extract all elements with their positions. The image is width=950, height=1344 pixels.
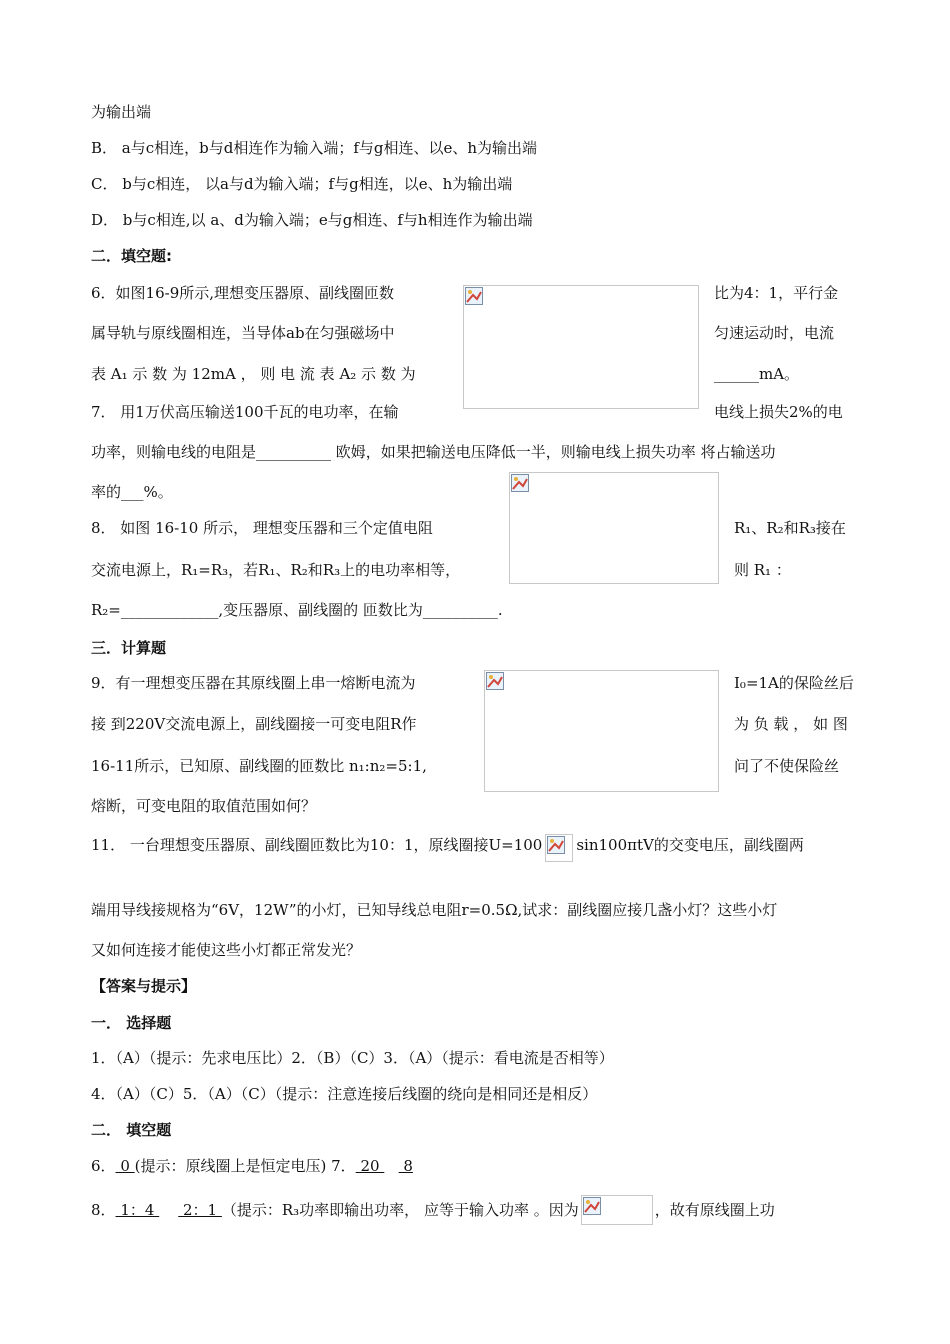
section-heading-fill: 二．填空题:: [91, 247, 172, 265]
answer-8-tail: ，故有原线圈上功: [654, 1201, 775, 1219]
answers-section-fill: 二． 填空题: [91, 1121, 172, 1139]
q11-line1: [91, 834, 804, 862]
sqrt2-formula-placeholder: [545, 834, 573, 862]
q6-line1: 6．如图16-9所示,理想变压器原、副线圈匝数: [91, 284, 395, 302]
text-line: 为输出端: [91, 103, 152, 121]
q9-line4: 熔断，可变电阻的取值范围如何？: [91, 797, 317, 815]
q9-line3-right: 问了不使保险丝: [734, 757, 840, 775]
answer-8-value1: 1：4: [115, 1201, 160, 1219]
answer-6-prefix: 6．: [91, 1157, 116, 1175]
answers-heading: 【答案与提示】: [91, 977, 197, 995]
broken-image-icon: [465, 287, 483, 305]
answer-6-value: 0: [115, 1157, 135, 1175]
q11-text-before-formula: 11． 一台理想变压器原、副线圈匝数比为10：1，原线圈接U=100: [91, 836, 543, 854]
answer-8-formula-placeholder: [581, 1195, 653, 1225]
broken-image-icon: [547, 836, 565, 854]
figure-16-9-placeholder: [463, 285, 699, 409]
q6-line2: 属导轨与原线圈相连，当导体ab在匀强磁场中: [91, 324, 395, 342]
answer-8-value2: 2：1: [178, 1201, 222, 1219]
broken-image-icon: [486, 672, 504, 690]
q9-line1: 9．有一理想变压器在其原线圈上串一熔断电流为: [91, 674, 416, 692]
answers-section-choice: 一． 选择题: [91, 1014, 172, 1032]
q7-line2: 功率，则输电线的电阻是__________ 欧姆，如果把输送电压降低一半，则输电线上损失功率 将占输送功: [91, 443, 776, 461]
q6-line2-right: 匀速运动时，电流: [714, 324, 835, 342]
q8-line3: R₂=_____________,变压器原、副线圈的 匝数比为__________.: [91, 601, 503, 619]
answers-line2: 4．（A）（C）5．（A）（C）（提示：注意连接后线圈的绕向是相同还是相反）: [91, 1085, 598, 1103]
q6-line3-right: ______mA。: [714, 365, 800, 383]
answer-7-value1: 20: [355, 1157, 385, 1175]
q8-line1-right: R₁、R₂和R₃接在: [734, 519, 846, 537]
q9-line2: 接 到220V交流电源上，副线圈接一可变电阻R作: [91, 715, 417, 733]
answer-7-value2: 8: [398, 1157, 413, 1175]
section-heading-calc: 三．计算题: [91, 639, 167, 657]
q8-line1: 8． 如图 16-10 所示， 理想变压器和三个定值电阻: [91, 519, 433, 537]
answer-6-hint: (提示：原线圈上是恒定电压) 7．: [134, 1157, 356, 1175]
q7-line3: 率的___%。: [91, 483, 173, 501]
q8-line2-right: 则 R₁ ：: [734, 561, 791, 579]
q9-line1-right: I₀=1A的保险丝后: [734, 674, 854, 692]
q9-line3: 16-11所示，已知原、副线圈的匝数比 n₁:n₂=5:1,: [91, 757, 427, 775]
q9-line2-right: 为 负 载 ， 如 图: [734, 715, 848, 733]
q11-text-after-formula: sin100πtV的交变电压，副线圈两: [576, 836, 804, 854]
option-c: C． b与c相连， 以a与d为输入端；f与g相连，以e、h为输出端: [91, 175, 513, 193]
q7-line1-right: 电线上损失2%的电: [714, 403, 843, 421]
figure-16-11-placeholder: [484, 670, 719, 792]
q7-line1: 7． 用1万伏高压输送100千瓦的电功率，在输: [91, 403, 399, 421]
answers-line-8: [91, 1195, 775, 1225]
figure-16-10-placeholder: [509, 472, 719, 584]
q11-line2: 端用导线接规格为“6V，12W”的小灯，已知导线总电阻r=0.5Ω,试求：副线圈应接几盏小灯？这些小灯: [91, 901, 778, 919]
answers-line-6-7: [91, 1156, 413, 1176]
q6-line1-right: 比为4：1，平行金: [714, 284, 839, 302]
option-d: D． b与c相连,以 a、d为输入端；e与g相连、f与h相连作为输出端: [91, 211, 533, 229]
answer-8-hint: （提示：R₃功率即输出功率， 应等于输入功率 。因为: [221, 1201, 579, 1219]
answers-line1: 1．（A）（提示：先求电压比）2．（B）（C）3．（A）（提示：看电流是否相等）: [91, 1049, 614, 1067]
q6-line3: 表 A₁ 示 数 为 12mA ， 则 电 流 表 A₂ 示 数 为: [91, 365, 416, 383]
broken-image-icon: [511, 474, 529, 492]
option-b: B． a与c相连，b与d相连作为输入端；f与g相连、以e、h为输出端: [91, 139, 538, 157]
q11-line3: 又如何连接才能使这些小灯都正常发光？: [91, 941, 362, 959]
q8-line2: 交流电源上，R₁=R₃，若R₁、R₂和R₃上的电功率相等，: [91, 561, 461, 579]
answer-8-prefix: 8．: [91, 1201, 116, 1219]
broken-image-icon: [583, 1197, 601, 1215]
